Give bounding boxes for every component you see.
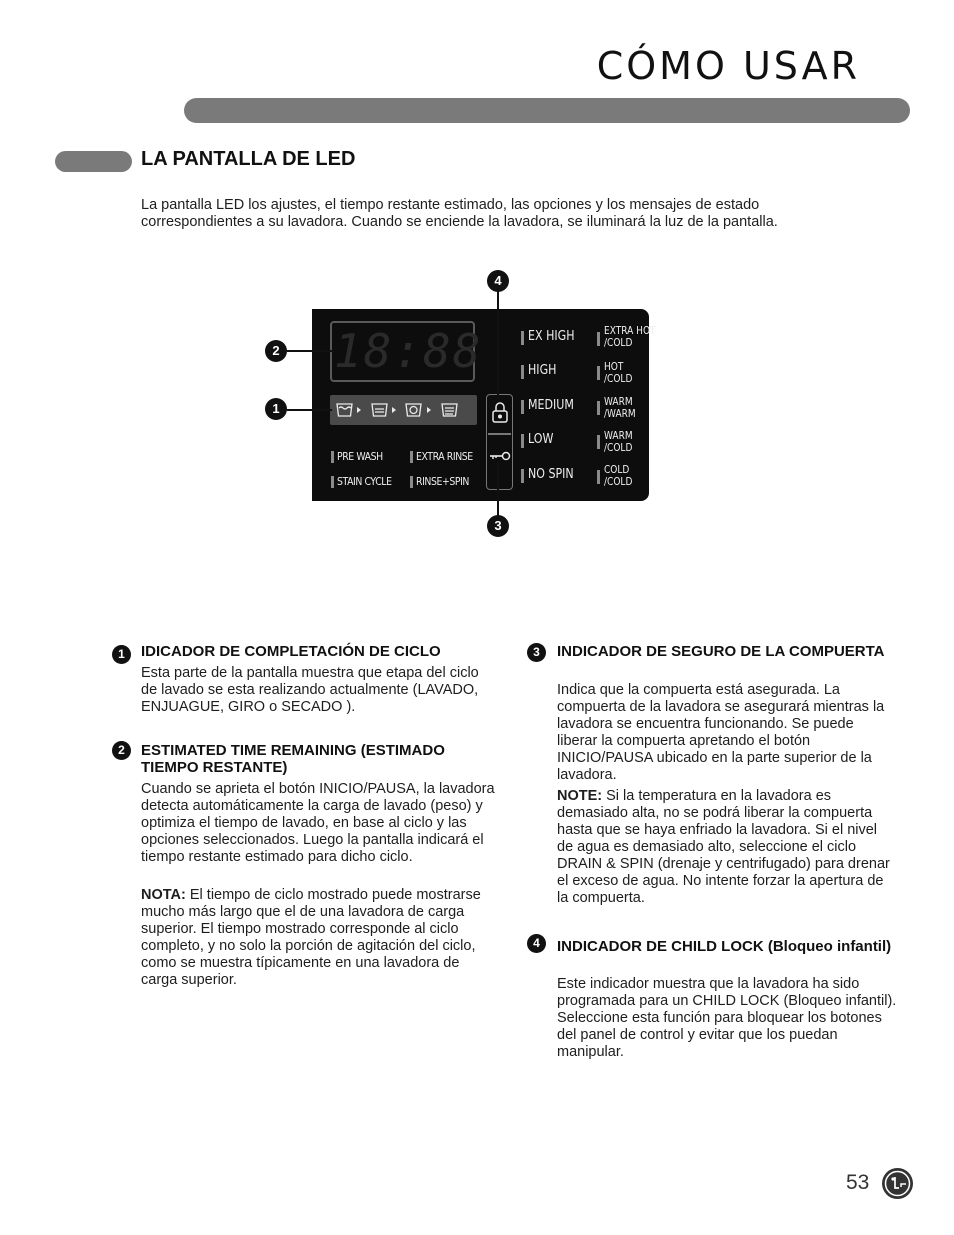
option-rinse-spin: RINSE+SPIN (416, 475, 470, 488)
spin-tick (521, 469, 524, 483)
section-pill (55, 151, 132, 172)
option-tick (410, 476, 413, 488)
item-body-cycle-indicator: Esta parte de la pantalla muestra que etapa del ciclo de lavado se esta realizando actualmente (LAVADO, ENJUAGUE, GIRO o SECADO ). (141, 665, 479, 715)
temp-extra-hot-cold: EXTRA HOT /COLD (604, 324, 656, 349)
option-extra-rinse: EXTRA RINSE (416, 450, 473, 463)
temp-hot-cold: HOT /COLD (604, 360, 633, 385)
intro-paragraph: La pantalla LED los ajustes, el tiempo restante estimado, las opciones y los mensajes de estado correspondientes a su lavadora. Cuando se enciende la lavadora, se iluminará la luz de la pantalla. (141, 197, 778, 230)
note-label: NOTA: (141, 887, 186, 903)
temp-warm-warm: WARM /WARM (604, 395, 636, 420)
temp-tick (597, 401, 600, 415)
spin-high: HIGH (528, 363, 557, 378)
spin-tick (521, 434, 524, 448)
note-text: Si la temperatura en la lavadora es demasiado alta, no se podrá liberar la compuerta hasta que se haya enfriado la lavadora. Si el nivel de agua es demasiado alto, seleccione el ciclo DRAIN & SPIN (drenaje y centrifugado) para drenar el exceso de agua. No intente forzar la apertura de la compuerta. (557, 788, 890, 906)
item-body-time-remaining: Cuando se aprieta el botón INICIO/PAUSA, la lavadora detecta automáticamente la carga de lavado (peso) y optimiza el tiempo de lavado, en base al ciclo y las opciones seleccionados. Luego la pantalla indicará el tiempo restante estimado para dicho ciclo. (141, 781, 495, 865)
spin-tick (521, 331, 524, 345)
temp-cold-cold: COLD /COLD (604, 463, 633, 488)
section-title: LA PANTALLA DE LED (141, 148, 356, 170)
temp-tick (597, 332, 600, 346)
lg-logo (882, 1168, 913, 1199)
callout-marker-1: 1 (265, 398, 287, 420)
item-note-door-lock (557, 788, 897, 907)
item-number-2: 2 (112, 741, 131, 760)
item-title-time-remaining: ESTIMATED TIME REMAINING (ESTIMADO TIEMPO RESTANTE) (141, 742, 445, 776)
temp-tick (597, 366, 600, 380)
lock-divider (488, 433, 511, 435)
callout-line-2 (287, 350, 334, 352)
spin-icon (406, 404, 421, 416)
door-lock-icon (489, 449, 511, 463)
option-pre-wash: PRE WASH (337, 450, 383, 463)
time-display: 18:88 (334, 324, 483, 378)
item-body-door-lock: Indica que la compuerta está asegurada. La compuerta de la lavadora se asegurará mientras la lavadora se encuentra funcionando. Se puede liberar la compuerta apretando el botón INICIO/PAUSA ubicado en la parte superior de la lavadora. (557, 682, 885, 783)
option-stain-cycle: STAIN CYCLE (337, 475, 392, 488)
item-number-4: 4 (527, 934, 546, 953)
temp-tick (597, 435, 600, 449)
cycle-progress-strip (330, 395, 477, 425)
option-tick (331, 451, 334, 463)
callout-marker-4: 4 (487, 270, 509, 292)
spin-low: LOW (528, 432, 554, 447)
arrow-right-icon (357, 407, 361, 413)
callout-line-4 (497, 291, 499, 399)
temp-tick (597, 470, 600, 484)
callout-marker-3: 3 (487, 515, 509, 537)
spin-medium: MEDIUM (528, 398, 574, 413)
item-body-child-lock: Este indicador muestra que la lavadora ha sido programada para un CHILD LOCK (Bloqueo infantil). Seleccione esta función para bloquear los botones del panel de control y evitar que los puedan manipular. (557, 976, 897, 1060)
spin-tick (521, 365, 524, 379)
item-title-cycle-indicator: IDICADOR DE COMPLETACIÓN DE CICLO (141, 643, 441, 660)
item-title-door-lock: INDICADOR DE SEGURO DE LA COMPUERTA (557, 643, 885, 660)
item-note-time-remaining (141, 887, 499, 989)
item-number-3: 3 (527, 643, 546, 662)
item-number-1: 1 (112, 645, 131, 664)
arrow-right-icon (392, 407, 396, 413)
option-tick (410, 451, 413, 463)
callout-line-3 (497, 462, 499, 516)
page-title: CÓMO USAR (596, 44, 860, 88)
temp-warm-cold: WARM /COLD (604, 429, 633, 454)
spin-no-spin: NO SPIN (528, 467, 574, 482)
child-lock-icon (490, 400, 510, 426)
note-text: El tiempo de ciclo mostrado puede mostrarse mucho más largo que el de una lavadora de carga superior. El tiempo mostrado corresponde al ciclo completo, y no solo la porción de agitación del ciclo, como se muestra típicamente en una lavadora de carga superior. (141, 887, 481, 988)
arrow-right-icon (427, 407, 431, 413)
spin-ex-high: EX HIGH (528, 329, 575, 344)
dry-icon (442, 404, 457, 416)
rinse-icon (372, 404, 387, 416)
spin-tick (521, 400, 524, 414)
callout-marker-2: 2 (265, 340, 287, 362)
page-number: 53 (846, 1171, 870, 1194)
note-label: NOTE: (557, 788, 603, 804)
callout-line-1 (287, 409, 332, 411)
item-title-child-lock: INDICADOR DE CHILD LOCK (Bloqueo infantil) (557, 938, 892, 955)
wash-icon (337, 404, 352, 416)
option-tick (331, 476, 334, 488)
header-bar (184, 98, 910, 123)
